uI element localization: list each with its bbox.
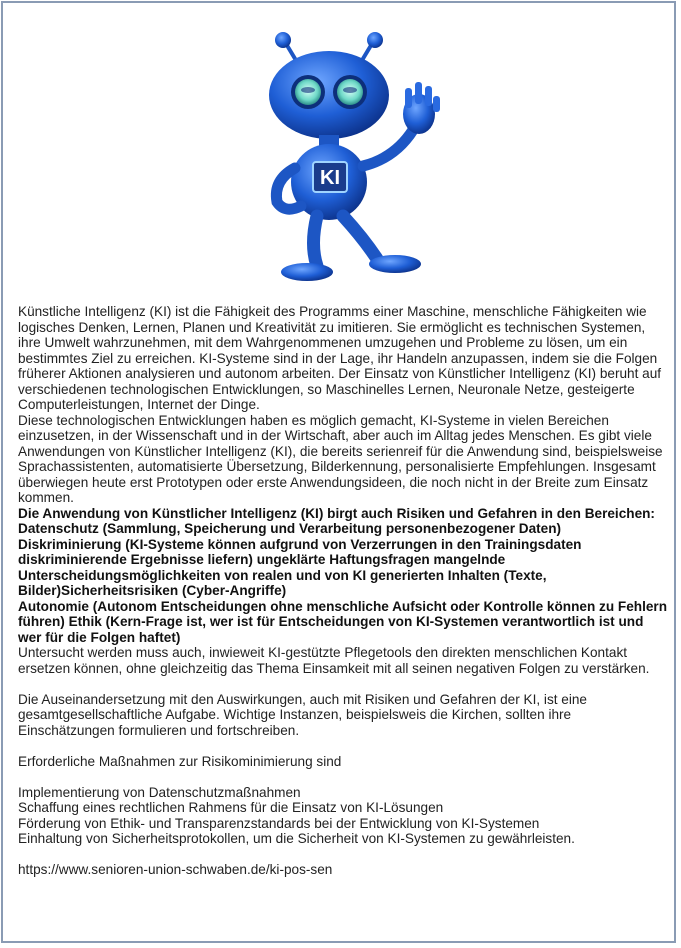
society-paragraph: Die Auseinandersetzung mit den Auswirkungen, auch mit Risiken und Gefahren der KI, ist eine gesamtgesellschaftliche Aufgabe. Wichtige Instanzen, beispielsweis die Kirchen, sollten ihre Einschätzungen formulieren und fortschreiben. — [18, 691, 587, 738]
risks-list-1: Datenschutz (Sammlung, Speicherung und Verarbeitung personenbezogener Daten) Diskriminierung (KI-Systeme können aufgrund von Verzerrungen in den Trainingsdaten diskriminierende Ergebnisse liefern) ungeklärte Haftungsfragen mangelnde Unterscheidungsmöglichkeiten von realen und von KI generierten Inhalten (Texte, Bilder)Sicherheitsrisiken (Cyber-Angriffe) — [18, 521, 582, 598]
badge-text: KI — [320, 167, 340, 189]
source-link[interactable]: https://www.senioren-union-schwaben.de/ki-pos-sen — [18, 862, 333, 877]
care-paragraph: Untersucht werden muss auch, inwieweit KI-gestützte Pflegetools den direkten menschlichen Kontakt ersetzen können, ohne gleichzeitig das Thema Einsamkeit mit all seinen negativen Folgen zu verstärken. — [18, 645, 650, 676]
risks-list-2: Autonomie (Autonom Entscheidungen ohne menschliche Aufsicht oder Kontrolle können zu Fehlern führen) Ethik (Kern-Frage ist, wer ist für Entscheidungen von KI-Systemen verantwortlich ist und wer für die Folgen haftet) — [18, 598, 668, 645]
article-text — [18, 304, 668, 878]
robot-mascot-illustration — [255, 30, 465, 285]
risks-heading: Die Anwendung von Künstlicher Intelligenz (KI) birgt auch Risiken und Gefahren in den Bereichen: — [18, 505, 655, 521]
measure-item: Schaffung eines rechtlichen Rahmens für die Einsatz von KI-Lösungen — [18, 800, 444, 815]
measure-item: Einhaltung von Sicherheitsprotokollen, um die Sicherheit von KI-Systemen zu gewährleisten. — [18, 831, 575, 846]
measure-item: Implementierung von Datenschutzmaßnahmen — [18, 784, 301, 800]
measures-heading: Erforderliche Maßnahmen zur Risikominimierung sind — [18, 753, 342, 769]
measure-item: Förderung von Ethik- und Transparenzstandards bei der Entwicklung von KI-Systemen — [18, 815, 540, 831]
intro-paragraph-2: Diese technologischen Entwicklungen haben es möglich gemacht, KI-Systeme in vielen Bereichen einzusetzen, in der Wissenschaft und in der Wirtschaft, aber auch im Alltag jedes Menschen. Es gibt viele Anwendungen von Künstlicher Intelligenz (KI), die bereits serienreif für die Anwendung sind, beispielsweise Sprachassistenten, automatisierte Übersetzung, Bilderkennung, personalisierte Empfehlungen. Insgesamt überwiegen heute erst Prototypen oder erste Anwendungsideen, die noch nicht in der Breite zum Einsatz kommen. — [18, 412, 663, 505]
intro-paragraph-1: Künstliche Intelligenz (KI) ist die Fähigkeit des Programms einer Maschine, menschliche Fähigkeiten wie logisches Denken, Lernen, Planen und Kreativität zu imitieren. Sie ermöglicht es technischen Systemen, ihre Umwelt wahrzunehmen, mit dem Wahrgenommenen umzugehen und Probleme zu lösen, um ein bestimmtes Ziel zu erreichen. KI-Systeme sind in der Lage, ihr Handeln anzupassen, indem sie die Folgen früherer Aktionen analysieren und autonom arbeiten. Der Einsatz von Künstlicher Intelligenz (KI) beruht auf verschiedenen technologischen Entwicklungen, so Maschinelles Lernen, Neuronale Netze, gesteigerte Computerleistungen, Internet der Dinge. — [18, 304, 662, 412]
